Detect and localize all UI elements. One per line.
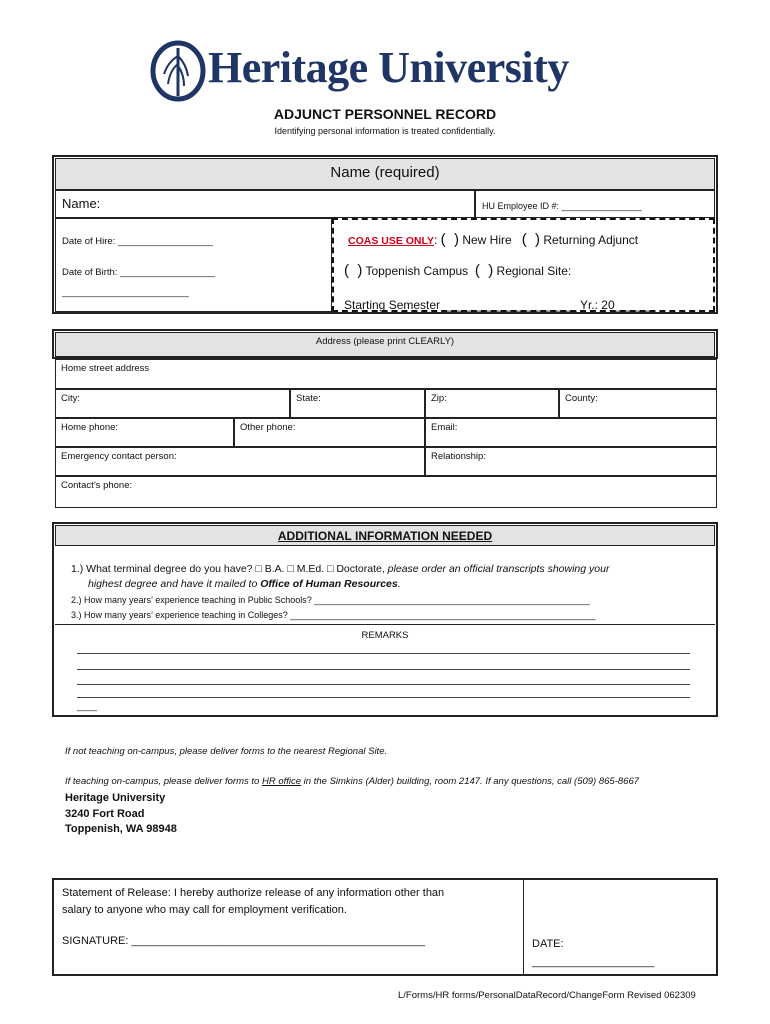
- date-of-birth-continuation: ________________________: [62, 287, 189, 298]
- new-hire-checkbox[interactable]: ( ): [440, 231, 459, 248]
- emergency-label: Emergency contact person:: [61, 451, 177, 462]
- logo: [150, 38, 620, 104]
- degree-mail-text: highest degree and have it mailed to: [88, 578, 261, 590]
- remarks-line[interactable]: [77, 653, 690, 654]
- question-degree-note: please order an official transcripts showing your: [384, 563, 610, 575]
- release-divider: [523, 880, 524, 974]
- regional-label: Regional Site:: [496, 264, 572, 278]
- remarks-line[interactable]: [77, 669, 690, 670]
- release-statement-line-1: Statement of Release: I hereby authorize release of any information other than: [62, 887, 445, 899]
- address-header-text: Address (please print CLEARLY): [315, 336, 455, 347]
- address-line-2: 3240 Fort Road: [65, 807, 145, 820]
- question-public-schools[interactable]: 2.) How many years’ experience teaching in Public Schools? _______________________________________________________: [71, 595, 590, 605]
- additional-header: [55, 525, 715, 546]
- email-field[interactable]: [425, 418, 717, 447]
- instruction-campus: [65, 776, 639, 787]
- name-header-text: Name (required): [330, 164, 440, 181]
- question-degree-line2: [88, 578, 401, 590]
- returning-label: Returning Adjunct: [543, 233, 639, 247]
- instruction-campus-text: If teaching on-campus, please deliver forms to: [65, 776, 262, 787]
- contact-phone-label: Contact’s phone:: [61, 480, 133, 491]
- question-colleges[interactable]: 3.) How many years’ experience teaching in Colleges? _____________________________________________________________: [71, 610, 596, 620]
- date-of-birth-field[interactable]: Date of Birth: __________________: [62, 267, 216, 278]
- coas-row-2: [344, 262, 571, 279]
- release-statement: [62, 885, 444, 919]
- city-label: City:: [61, 393, 80, 404]
- state-label: State:: [296, 393, 321, 404]
- coas-colon: :: [433, 233, 438, 247]
- home-street-label: Home street address: [61, 363, 150, 374]
- address-line-1: Heritage University: [65, 792, 166, 804]
- coas-row-1: [348, 231, 638, 248]
- form-subtitle: Identifying personal information is treated confidentially.: [274, 126, 496, 136]
- name-field[interactable]: [55, 190, 475, 218]
- additional-header-text: ADDITIONAL INFORMATION NEEDED: [277, 529, 493, 543]
- address-header: [55, 332, 715, 357]
- other-phone-field[interactable]: [234, 418, 425, 447]
- address-line-3: Toppenish, WA 98948: [65, 823, 177, 835]
- form-title: ADJUNCT PERSONNEL RECORD: [273, 106, 497, 122]
- date-of-hire-field[interactable]: Date of Hire: __________________: [62, 236, 214, 247]
- employee-id-label: HU Employee ID #: ________________: [482, 201, 642, 211]
- other-phone-label: Other phone:: [240, 422, 296, 433]
- footer-text: L/Forms/HR forms/PersonalDataRecord/ChangeForm Revised 062309: [398, 990, 696, 1001]
- office-hr-text: Office of Human Resources: [260, 578, 398, 590]
- instruction-regional: If not teaching on-campus, please deliver forms to the nearest Regional Site.: [65, 746, 388, 757]
- date-label: DATE:: [532, 938, 564, 950]
- county-label: County:: [565, 393, 598, 404]
- zip-field[interactable]: [425, 389, 559, 418]
- remarks-line[interactable]: [77, 684, 690, 685]
- emergency-contact-field[interactable]: [55, 447, 425, 476]
- employee-id-field[interactable]: [475, 190, 715, 218]
- remarks-end: ____: [77, 701, 98, 711]
- county-field[interactable]: [559, 389, 717, 418]
- degree-period: .: [397, 578, 401, 590]
- remarks-label: REMARKS: [361, 630, 409, 641]
- home-phone-label: Home phone:: [61, 422, 119, 433]
- question-degree[interactable]: [71, 563, 609, 575]
- name-label: Name:: [62, 196, 101, 211]
- home-phone-field[interactable]: [55, 418, 234, 447]
- toppenish-checkbox[interactable]: ( ): [344, 262, 363, 279]
- new-hire-label: New Hire: [462, 233, 512, 247]
- hr-office-link[interactable]: HR office: [261, 776, 302, 787]
- regional-checkbox[interactable]: ( ): [474, 262, 494, 279]
- zip-label: Zip:: [431, 393, 447, 404]
- coas-label: COAS USE ONLY: [348, 235, 434, 247]
- name-section-header: [55, 158, 715, 190]
- state-field[interactable]: [290, 389, 425, 418]
- home-street-field[interactable]: [55, 359, 717, 389]
- toppenish-label: Toppenish Campus: [365, 264, 469, 278]
- mailing-address: [65, 791, 177, 838]
- city-field[interactable]: [55, 389, 290, 418]
- starting-semester-field[interactable]: Starting Semester ____________________ Yr.: 20______: [344, 298, 655, 312]
- email-label: Email:: [431, 422, 458, 433]
- signature-field[interactable]: SIGNATURE: ________________________________________________: [62, 935, 426, 947]
- contact-phone-field[interactable]: [55, 476, 717, 508]
- release-statement-line-2: salary to anyone who may call for employment verification.: [62, 904, 347, 916]
- date-field[interactable]: ____________________: [532, 956, 655, 968]
- relationship-label: Relationship:: [431, 451, 486, 462]
- returning-checkbox[interactable]: ( ): [521, 231, 541, 248]
- relationship-field[interactable]: [425, 447, 717, 476]
- remarks-line[interactable]: [77, 697, 690, 698]
- logo-emblem-icon: [150, 40, 206, 102]
- logo-text: Heritage University: [208, 43, 569, 92]
- question-degree-text: 1.) What terminal degree do you have? □ B.A. □ M.Ed. □ Doctorate,: [71, 563, 385, 575]
- instruction-campus-text-2: in the Simkins (Alder) building, room 2147. If any questions, call (509) 865-8667: [301, 776, 640, 787]
